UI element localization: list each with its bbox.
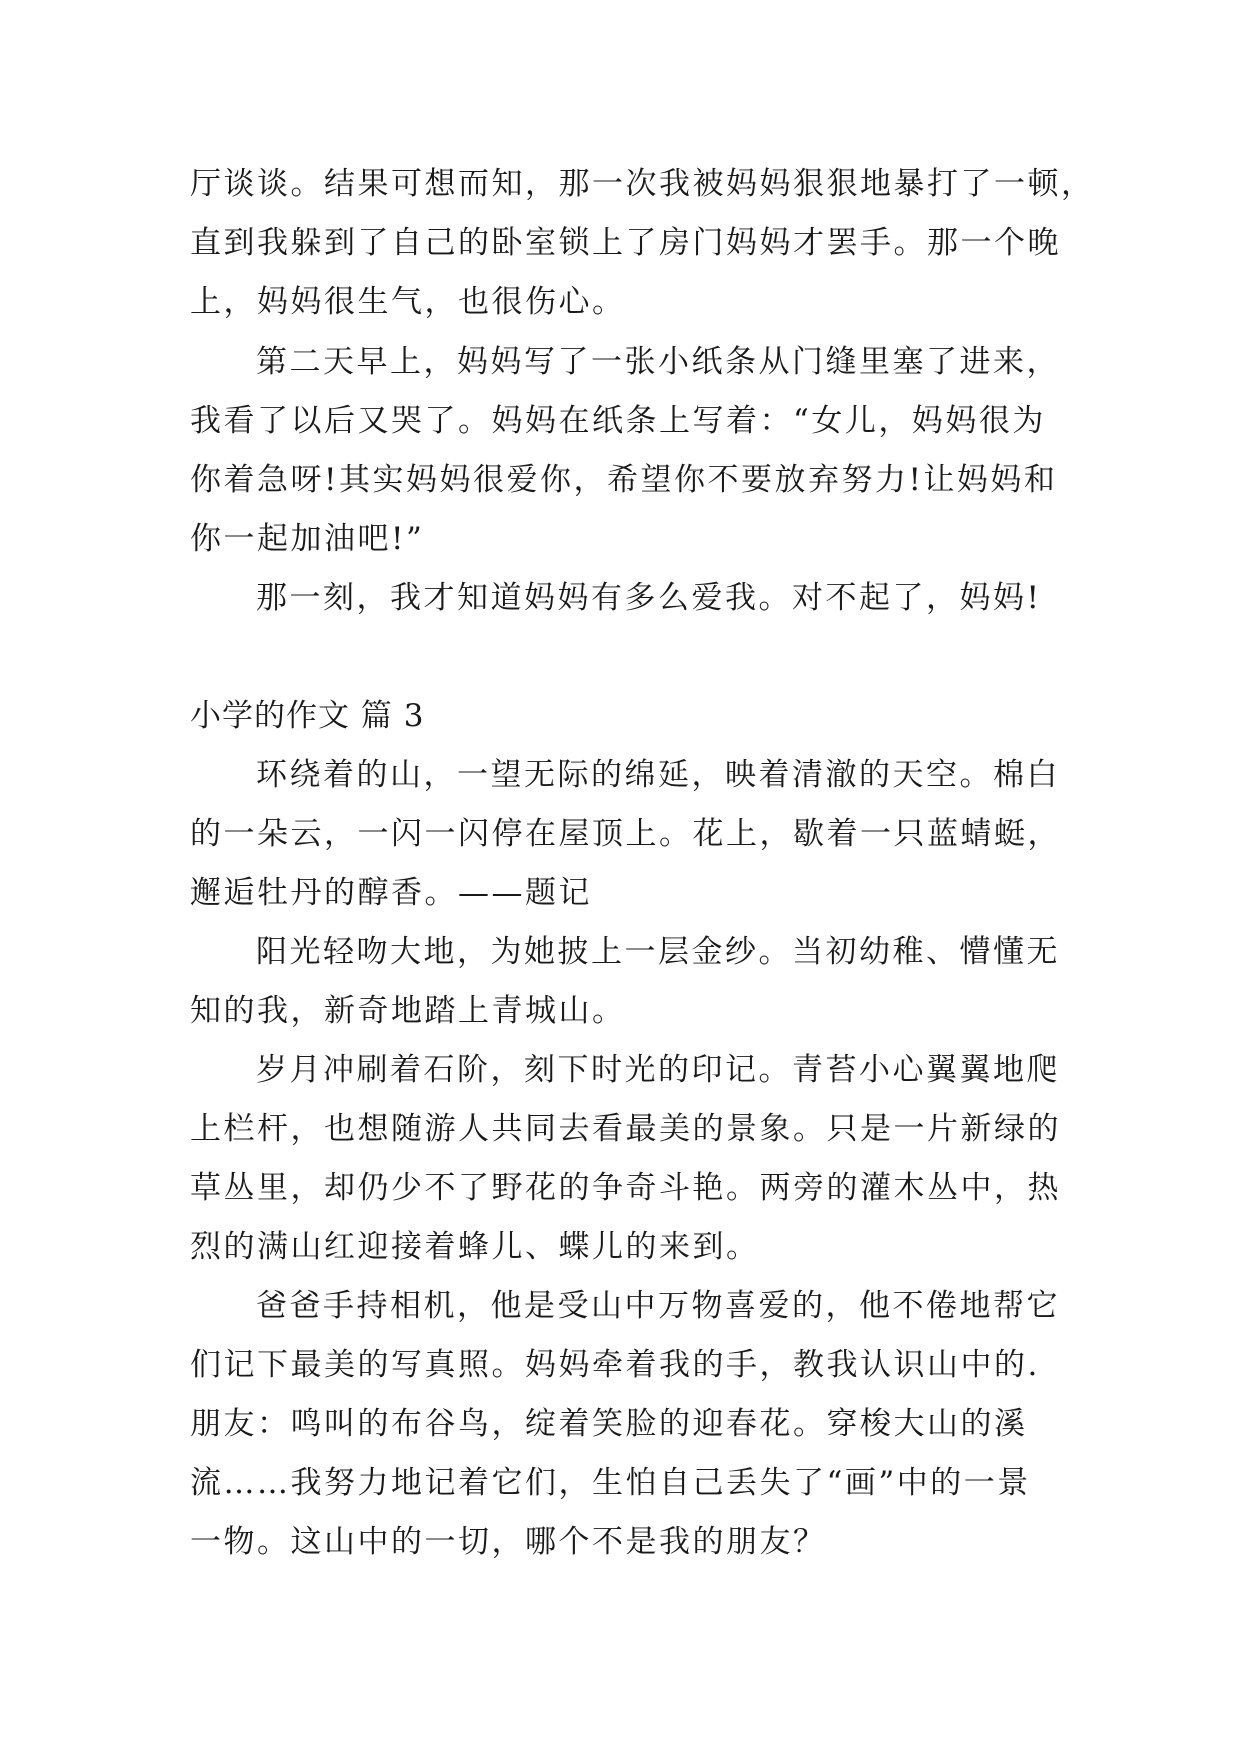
text-line: 第二天早上，妈妈写了一张小纸条从门缝里塞了进来，: [256, 344, 1060, 380]
text-line: 朋友：鸣叫的布谷鸟，绽着笑脸的迎春花。穿梭大山的溪: [190, 1406, 1028, 1442]
text-line: 流……我努力地记着它们，生怕自己丢失了“画”中的一景: [190, 1465, 1031, 1501]
text-line: 你一起加油吧!”: [190, 521, 425, 557]
text-line: 邂逅牡丹的醇香。——题记: [190, 875, 592, 911]
text-line: 我看了以后又哭了。妈妈在纸条上写着：“女儿，妈妈很为: [190, 403, 1046, 439]
text-line: 阳光轻吻大地，为她披上一层金纱。当初幼稚、懵懂无: [256, 934, 1060, 970]
text-line: 爸爸手持相机，他是受山中万物喜爱的，他不倦地帮它: [256, 1288, 1060, 1324]
text-line: 草丛里，却仍少不了野花的争奇斗艳。两旁的灌木丛中，热: [190, 1170, 1061, 1206]
text-line: 岁月冲刷着石阶，刻下时光的印记。青苔小心翼翼地爬: [256, 1052, 1060, 1088]
text-line: 你着急呀!其实妈妈很爱你，希望你不要放弃努力!让妈妈和: [190, 462, 1058, 498]
text-line: 那一刻，我才知道妈妈有多么爱我。对不起了，妈妈!: [256, 580, 1042, 616]
text-line: 一物。这山中的一切，哪个不是我的朋友？: [190, 1524, 827, 1560]
text-line: 直到我躲到了自己的卧室锁上了房门妈妈才罢手。那一个晚: [190, 225, 1061, 261]
text-line: 的一朵云，一闪一闪停在屋顶上。花上，歇着一只蓝蜻蜓，: [190, 816, 1061, 852]
text-line: 们记下最美的写真照。妈妈牵着我的手，教我认识山中的.: [190, 1347, 1040, 1383]
text-line: 烈的满山红迎接着蜂儿、蝶儿的来到。: [190, 1229, 760, 1265]
text-line: 环绕着的山，一望无际的绵延，映着清澈的天空。棉白: [256, 757, 1060, 793]
section-heading: 小学的作文 篇 3: [190, 698, 425, 734]
text-line: 上，妈妈很生气，也很伤心。: [190, 284, 626, 320]
text-line: 上栏杆，也想随游人共同去看最美的景象。只是一片新绿的: [190, 1111, 1061, 1147]
text-line: 厅谈谈。结果可想而知，那一次我被妈妈狠狠地暴打了一顿，: [190, 166, 1095, 202]
text-line: 知的我，新奇地踏上青城山。: [190, 993, 626, 1029]
